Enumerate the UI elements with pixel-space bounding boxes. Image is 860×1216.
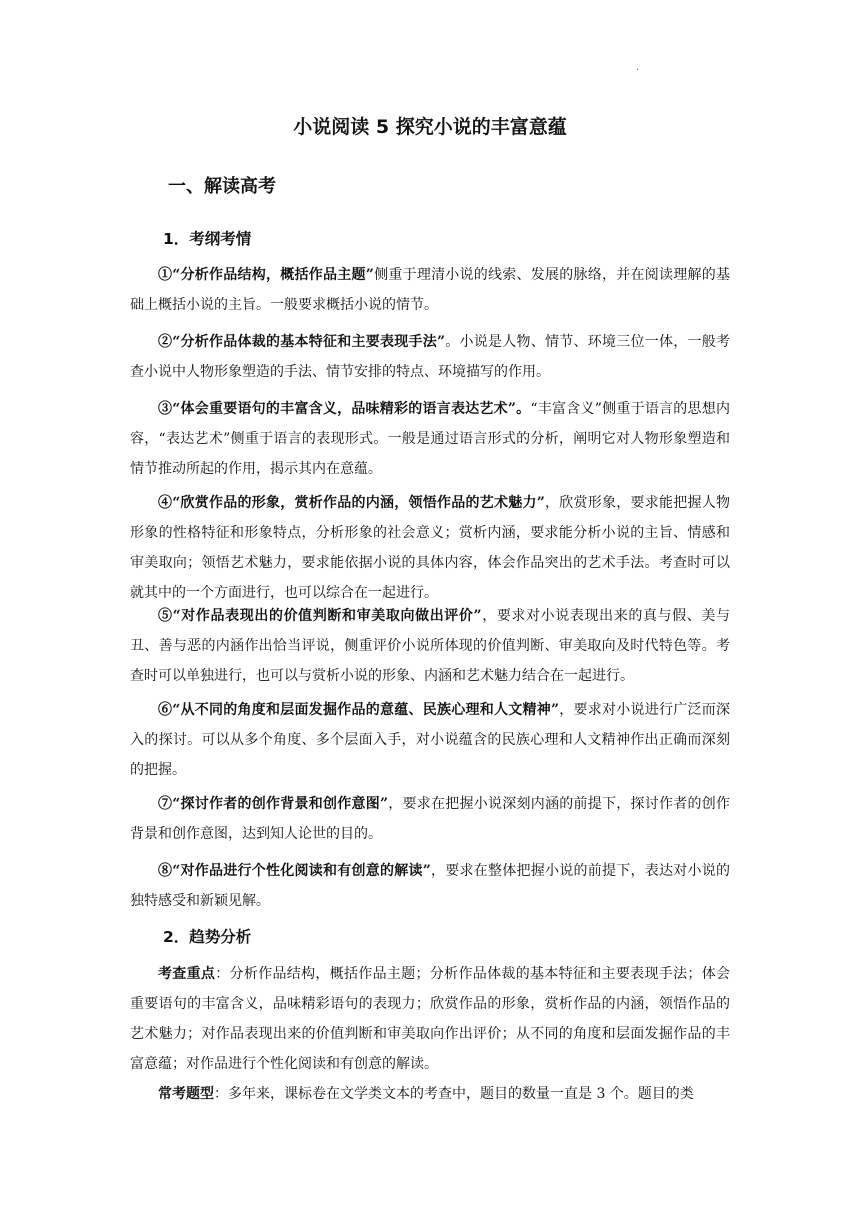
section-heading-1: 一、解读高考 xyxy=(168,176,276,197)
outline-item-lead: ⑧“对作品进行个性化阅读和有创意的解读” xyxy=(158,863,431,879)
subsection-heading-exam-outline: 1．考纲考情 xyxy=(163,230,252,248)
outline-item-7 xyxy=(130,789,730,849)
question-types-lead: 常考题型 xyxy=(158,1086,214,1102)
outline-item-lead: ⑦“探讨作者的创作背景和创作意图” xyxy=(158,796,389,812)
outline-item-lead: ④“欣赏作品的形象，赏析作品的内涵，领悟作品的艺术魅力” xyxy=(158,495,545,511)
subsection-heading-trend-analysis: 2．趋势分析 xyxy=(163,928,252,946)
outline-item-text: ，要求在整体把握小说的前提下，表达对小说的独特感受和新颖见解。 xyxy=(130,863,731,909)
outline-item-text: 侧重于理清小说的线索、发展的脉络，并在阅读理解的基础上概括小说的主旨。一般要求概括小说的情节。 xyxy=(130,267,731,313)
outline-item-text: ，要求对小说进行广泛而深入的探讨。可以从多个角度、多个层面入手，对小说蕴含的民族心理和人文精神作出正确而深刻的把握。 xyxy=(130,702,730,778)
document-title: 小说阅读 5 探究小说的丰富意蕴 xyxy=(293,116,567,138)
outline-item-text: “丰富含义”侧重于语言的思想内容，“表达艺术”侧重于语言的表现形式。一般是通过语言形式的分析，阐明它对人物形象塑造和情节推动所起的作用，揭示其内在意蕴。 xyxy=(130,401,730,477)
outline-item-text: ，要求对小说表现出来的真与假、美与丑、善与恶的内涵作出恰当评说，侧重评价小说所体现的价值判断、审美取向及时代特色等。考查时可以单独进行，也可以与赏析小说的形象、内涵和艺术魅力结合在一起进行。 xyxy=(130,608,731,684)
exam-focus-lead: 考查重点 xyxy=(158,966,216,982)
outline-item-1 xyxy=(130,260,730,320)
outline-item-5 xyxy=(130,601,730,691)
outline-item-text: ，欣赏形象，要求能把握人物形象的性格特征和形象特点，分析形象的社会意义；赏析内涵，要求能分析小说的主旨、情感和审美取向；领悟艺术魅力，要求能依据小说的具体内容，体会作品突出的艺术手法。考查时可以就其中的一个方面进行，也可以综合在一起进行。 xyxy=(130,495,730,601)
corner-mark: · xyxy=(636,65,640,76)
outline-item-3 xyxy=(130,394,730,484)
outline-item-text: 。小说是人物、情节、环境三位一体，一般考查小说中人物形象塑造的手法、情节安排的特点、环境描写的作用。 xyxy=(130,334,731,380)
outline-item-6 xyxy=(130,695,730,785)
outline-item-lead: ③“体会重要语句的丰富含义，品味精彩的语言表达艺术”。 xyxy=(158,401,531,417)
outline-item-8 xyxy=(130,856,730,916)
outline-item-lead: ⑥“从不同的角度和层面发掘作品的意蕴、民族心理和人文精神” xyxy=(158,702,560,718)
outline-item-lead: ②“分析作品体裁的基本特征和主要表现手法” xyxy=(158,334,446,350)
question-types-paragraph xyxy=(130,1079,730,1109)
outline-item-lead: ⑤“对作品表现出的价值判断和审美取向做出评价” xyxy=(158,608,482,624)
outline-item-lead: ①“分析作品结构，概括作品主题” xyxy=(158,267,374,283)
outline-item-text: ，要求在把握小说深刻内涵的前提下，探讨作者的创作背景和创作意图，达到知人论世的目的。 xyxy=(130,796,730,842)
outline-item-4 xyxy=(130,488,730,608)
outline-item-2 xyxy=(130,327,730,387)
exam-focus-paragraph xyxy=(130,959,730,1079)
question-types-text: ：多年来，课标卷在文学类文本的考查中，题目的数量一直是 3 个。题目的类 xyxy=(214,1086,694,1102)
exam-focus-text: ：分析作品结构，概括作品主题；分析作品体裁的基本特征和主要表现手法；体会重要语句的丰富含义，品味精彩语句的表现力；欣赏作品的形象，赏析作品的内涵，领悟作品的艺术魅力；对作品表现出来的价值判断和审美取向作出评价；从不同的角度和层面发掘作品的丰富意蕴；对作品进行个性化阅读和有创意的解读。 xyxy=(130,966,731,1072)
